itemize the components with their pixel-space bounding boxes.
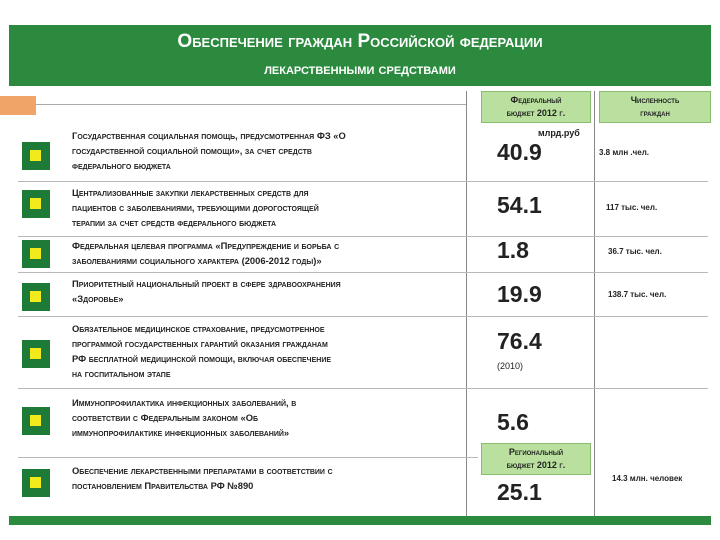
row-description-line: Централизованные закупки лекарственных средств для <box>72 187 309 198</box>
page-title: Обеспечение граждан Российской федерации <box>177 31 543 52</box>
row-description-line: на госпитальном этапе <box>72 368 171 379</box>
row-description-line: пациентов с заболеваниями, требующими дорогостоящей <box>72 202 319 213</box>
accent-divider <box>36 104 466 105</box>
row-description-line: федерального бюджета <box>72 160 171 171</box>
row-separator <box>18 272 708 273</box>
bullet-icon <box>22 142 50 170</box>
row-description-line: терапии за счет средств федерального бюджета <box>72 217 277 228</box>
budget-value: 40.9 <box>497 139 542 165</box>
budget-value: 54.1 <box>497 192 542 218</box>
row-description-line: Государственная социальная помощь, предусмотренная ФЗ «О <box>72 130 346 141</box>
regional-budget-header-line2: бюджет 2012 г. <box>506 460 566 470</box>
title-bar <box>9 25 711 86</box>
row-separator <box>18 181 708 182</box>
row-description-line: заболеваниями социального характера (2006-2012 годы)» <box>72 255 322 266</box>
federal-budget-header-line1: Федеральный <box>510 95 562 105</box>
population-count: 138.7 тыс. чел. <box>608 290 667 299</box>
page-subtitle: лекарственными средствами <box>264 61 456 78</box>
budget-year-note: (2010) <box>497 361 524 371</box>
budget-value: 5.6 <box>497 409 529 435</box>
row-description-line: иммунопрофилактике инфекционных заболеваний» <box>72 427 290 438</box>
column-divider-left <box>466 91 467 516</box>
bullet-icon <box>22 340 50 368</box>
row-description <box>72 395 462 440</box>
row-description-line: программой государственных гарантий оказания гражданам <box>72 338 328 349</box>
row-description-line: Обеспечение лекарственными препаратами в соответствии с <box>72 465 333 476</box>
row-description <box>72 185 462 230</box>
budget-value: 25.1 <box>497 479 542 505</box>
population-header <box>599 91 711 123</box>
row-description <box>72 238 462 268</box>
budget-value: 1.8 <box>497 237 529 263</box>
row-description-line: Приоритетный национальный проект в сфере здравоохранения <box>72 278 341 289</box>
row-description-line: Федеральная целевая программа «Предупреждение и борьба с <box>72 240 340 251</box>
column-divider-right <box>594 91 595 516</box>
row-separator <box>18 388 708 389</box>
row-description <box>72 276 462 306</box>
bullet-icon <box>22 190 50 218</box>
row-description-line: постановлением Правительства РФ №890 <box>72 480 254 491</box>
population-count: 36.7 тыс. чел. <box>608 247 662 256</box>
population-count: 117 тыс. чел. <box>606 203 658 212</box>
population-count: 14.3 млн. человек <box>612 474 683 483</box>
budget-value: 19.9 <box>497 281 542 307</box>
bottom-bar <box>9 516 711 525</box>
row-separator <box>18 316 708 317</box>
federal-budget-header <box>481 91 591 123</box>
regional-budget-header-line1: Региональный <box>508 447 564 457</box>
unit-label: млрд.руб <box>538 128 580 138</box>
bullet-icon <box>22 407 50 435</box>
row-description-line: «Здоровье» <box>72 293 124 304</box>
row-separator <box>18 457 478 458</box>
regional-budget-header <box>481 443 591 475</box>
bullet-icon <box>22 283 50 311</box>
row-description-line: РФ бесплатной медицинской помощи, включая обеспечение <box>72 353 332 364</box>
row-description <box>72 463 462 493</box>
population-header-line1: Численность <box>630 95 680 105</box>
row-description-line: соответствии с Федеральным законом «Об <box>72 412 259 423</box>
row-description-line: государственной социальной помощи», за счет средств <box>72 145 312 156</box>
population-count: 3.8 млн .чел. <box>599 148 650 157</box>
accent-block <box>0 96 36 115</box>
row-separator <box>18 236 708 237</box>
row-description-line: Иммунопрофилактика инфекционных заболеваний, в <box>72 397 297 408</box>
federal-budget-header-line2: бюджет 2012 г. <box>506 108 566 118</box>
row-description-line: Обязательное медицинское страхование, предусмотренное <box>72 323 325 334</box>
bullet-icon <box>22 469 50 497</box>
budget-value: 76.4 <box>497 328 542 354</box>
bullet-icon <box>22 240 50 268</box>
population-header-line2: граждан <box>640 108 670 118</box>
row-description <box>72 321 462 381</box>
row-description <box>72 128 462 173</box>
